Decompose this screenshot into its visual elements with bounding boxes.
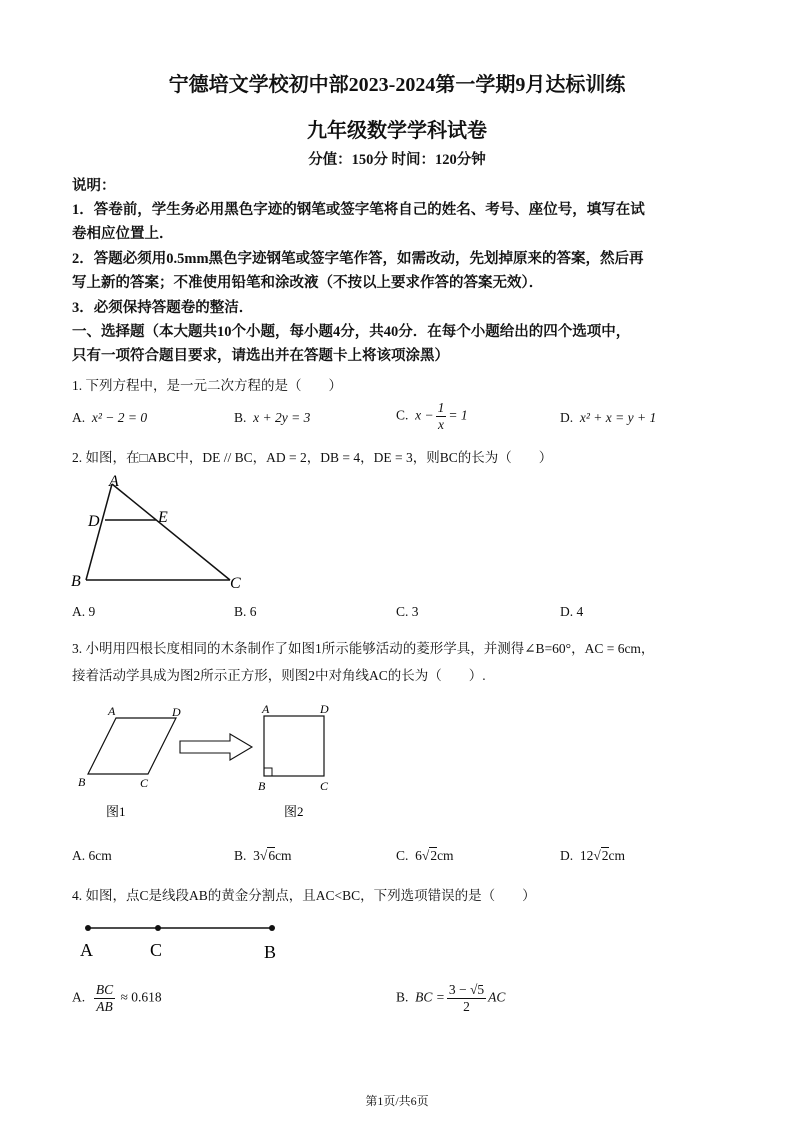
q2-label-c: C <box>230 575 241 592</box>
fig2-label-b: B <box>258 779 266 793</box>
fig1-label-d: D <box>172 705 181 719</box>
instruction-line: 写上新的答案；不准使用铅笔和涂改液（不按以上要求作答的答案无效）． <box>72 275 544 291</box>
q2-label-e: E <box>158 509 168 526</box>
q4-option-b: B. BC = $\frac{3 - √5}{2}$ AC <box>396 982 506 1014</box>
question-4-stem: 4. 如图，点C是线段AB的黄金分割点，且AC<BC，下列选项错误的是（ ） <box>72 888 536 903</box>
q2-label-a: A <box>109 473 119 490</box>
fig1-label-c: C <box>140 776 149 790</box>
instruction-line: 2．答题必须用0.5mm黑色字迹钢笔或签字笔作答，如需改动，先划掉原来的答案，然后再 <box>72 251 644 267</box>
fig2-label-c: C <box>320 779 329 793</box>
q3-option-d: D. 12√2cm <box>560 848 626 863</box>
fig2-caption: 图2 <box>284 804 304 819</box>
question-3-stem: 接着活动学具成为图2所示正方形，则图2中对角线AC的长为（ ）. <box>72 668 486 683</box>
q2-option-a: A. 9 <box>72 604 96 619</box>
q1-option-b: B. x + 2y = 3 <box>234 410 311 425</box>
q1-option-d: D. x² + x = y + 1 <box>560 410 657 425</box>
q3-option-b: B. 3√6cm <box>234 848 292 863</box>
q2-option-c: C. 3 <box>396 604 419 619</box>
page-number: 第1页/共6页 <box>365 1094 429 1108</box>
fig2-label-a: A <box>262 702 270 716</box>
exam-subtitle: 九年级数学学科试卷 <box>307 120 487 142</box>
q2-label-b: B <box>71 573 81 590</box>
instruction-line: 卷相应位置上． <box>72 226 174 242</box>
q2-label-d: D <box>88 513 100 530</box>
section-heading: 一、选择题（本大题共10个小题，每小题4分，共40分．在每个小题给出的四个选项中， <box>72 324 631 340</box>
score-time: 分值：150分 时间：120分钟 <box>308 152 486 168</box>
q4-label-c: C <box>150 940 163 960</box>
question-2-stem: 2. 如图，在□ABC中，DE // BC，AD = 2，DB = 4，DE = 3，则BC的长为（ ） <box>72 450 553 465</box>
q4-label-b: B <box>264 942 277 962</box>
question-3-stem: 3. 小明用四根长度相同的木条制作了如图1所示能够活动的菱形学具，并测得∠B=60°，AC = 6cm， <box>72 641 655 656</box>
fig1-label-b: B <box>78 775 86 789</box>
fig2-label-d: D <box>320 702 329 716</box>
q2-option-d: D. 4 <box>560 604 584 619</box>
q4-segment-figure <box>70 914 300 964</box>
q2-triangle-figure <box>66 470 256 592</box>
q3-option-a: A. 6cm <box>72 848 112 863</box>
question-1-stem: 1. 下列方程中，是一元二次方程的是（ ） <box>72 378 342 393</box>
q1-option-c: C. x − $\frac{1}{x}$ = 1 <box>396 400 468 432</box>
instruction-line: 3．必须保持答题卷的整洁． <box>72 300 254 316</box>
q2-option-b: B. 6 <box>234 604 257 619</box>
exam-title: 宁德培文学校初中部2023-2024第一学期9月达标训练 <box>168 74 626 96</box>
q4-option-a: A. $\frac{BC}{AB}$ ≈ 0.618 <box>72 982 162 1014</box>
fig1-label-a: A <box>108 704 116 718</box>
section-heading: 只有一项符合题目要求，请选出并在答题卡上将该项涂黑） <box>72 348 449 364</box>
q3-figures <box>70 698 370 826</box>
q4-label-a: A <box>80 940 93 960</box>
instruction-line: 1．答卷前，学生务必用黑色字迹的钢笔或签字笔将自己的姓名、考号、座位号，填写在试 <box>72 202 645 218</box>
q1-option-a: A. x² − 2 = 0 <box>72 410 148 425</box>
q3-option-c: C. 6√2cm <box>396 848 454 863</box>
fig1-caption: 图1 <box>106 804 126 819</box>
instructions-label: 说明： <box>72 178 116 194</box>
arrow-icon <box>180 734 252 760</box>
